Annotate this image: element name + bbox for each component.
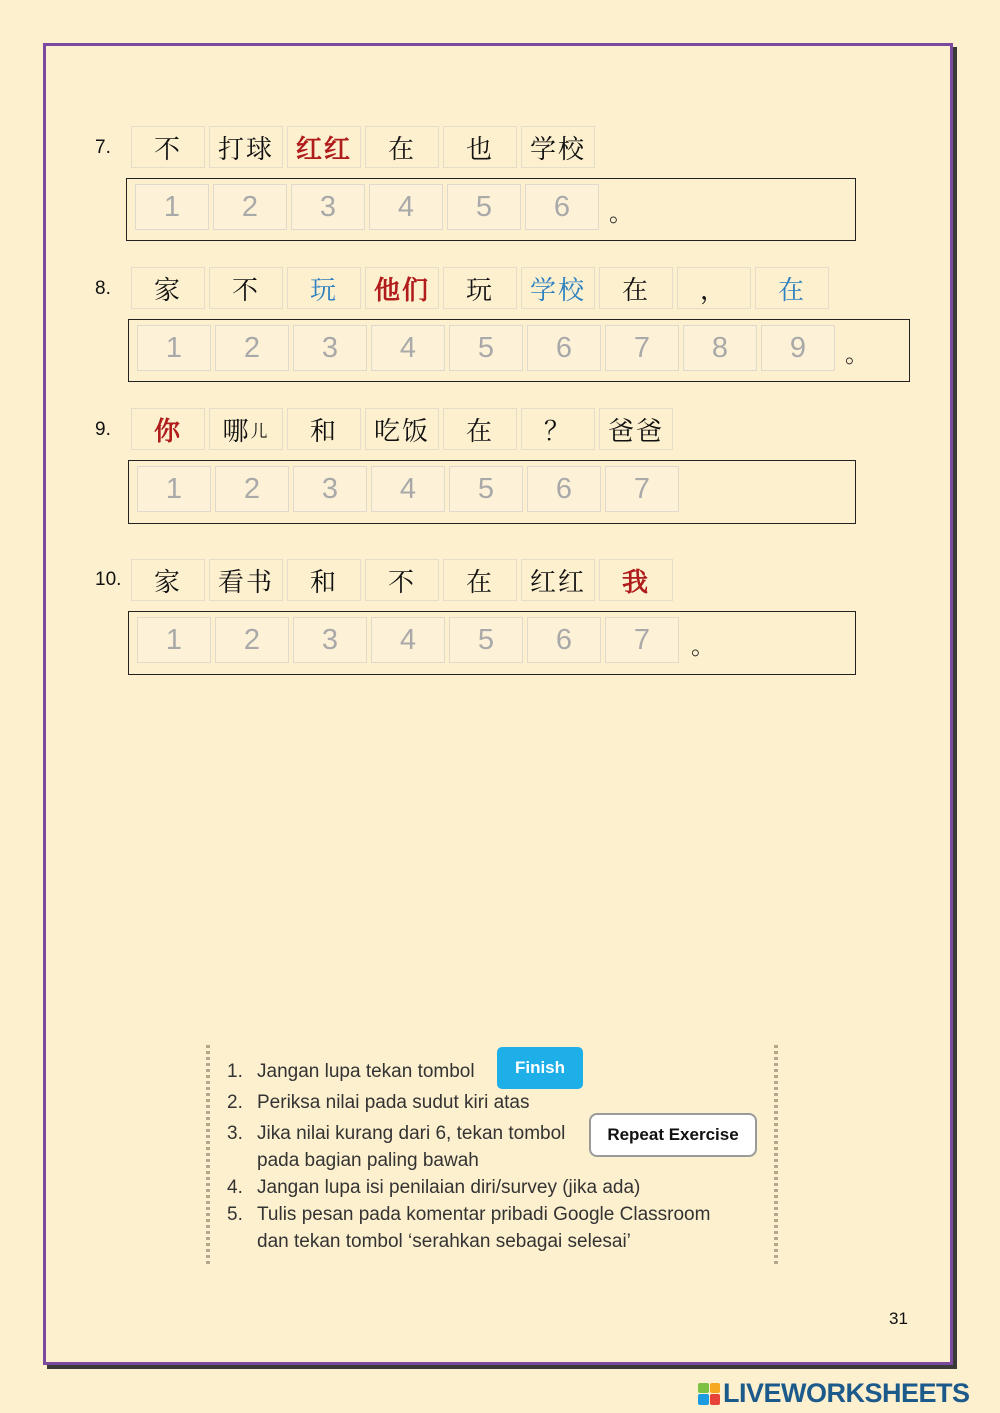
instruction-item [227,1231,631,1253]
word-tile[interactable]: 家 [131,559,205,601]
drop-slot[interactable]: 6 [527,325,601,371]
instruction-item [227,1061,475,1083]
word-tile[interactable] [209,408,283,450]
drop-slot[interactable]: 2 [215,325,289,371]
sentence-end-mark: 。 [691,632,715,660]
instruction-item [227,1177,640,1199]
question-number: 8. [95,278,111,299]
drop-slot[interactable]: 4 [371,617,445,663]
word-tile[interactable]: 家 [131,267,205,309]
word-tile[interactable]: 你 [131,408,205,450]
word-tile[interactable]: 在 [443,408,517,450]
instruction-number: 2. [227,1092,243,1113]
word-tile[interactable]: 玩 [287,267,361,309]
word-tile[interactable]: 学校 [521,267,595,309]
word-tile[interactable]: 玩 [443,267,517,309]
drop-slot[interactable]: 6 [527,617,601,663]
instruction-item [227,1123,565,1145]
finish-button[interactable]: Finish [497,1047,583,1089]
drop-slot[interactable]: 2 [215,617,289,663]
word-tile[interactable]: 在 [443,559,517,601]
drop-slot[interactable]: 5 [447,184,521,230]
word-tile[interactable]: 他们 [365,267,439,309]
page-number: 31 [889,1309,908,1328]
word-tile[interactable]: 吃饭 [365,408,439,450]
question-number: 10. [95,569,122,590]
word-tile[interactable]: 红红 [521,559,595,601]
drop-slot[interactable]: 5 [449,466,523,512]
word-tile[interactable]: 看书 [209,559,283,601]
drop-slot[interactable]: 7 [605,466,679,512]
answer-box-q7 [126,178,856,241]
instruction-number: 5. [227,1204,243,1225]
word-tile[interactable]: ， [677,267,751,309]
drop-slot[interactable]: 5 [449,617,523,663]
drop-slot[interactable]: 6 [527,466,601,512]
drop-slot[interactable]: 4 [369,184,443,230]
instruction-number: 1. [227,1061,243,1082]
word-tile[interactable]: 不 [365,559,439,601]
word-bank-q7 [131,126,599,168]
instruction-item [227,1092,529,1114]
instruction-text: Jangan lupa tekan tombol [257,1061,475,1082]
instruction-text: Periksa nilai pada sudut kiri atas [257,1092,530,1113]
drop-slot[interactable]: 1 [137,617,211,663]
word-tile[interactable]: 爸爸 [599,408,673,450]
drop-slot[interactable]: 7 [605,617,679,663]
liveworksheets-brand [698,1378,970,1409]
instruction-number: 4. [227,1177,243,1198]
word-tile[interactable]: 也 [443,126,517,168]
word-tile[interactable]: ？ [521,408,595,450]
drop-slot[interactable]: 6 [525,184,599,230]
word-tile[interactable]: 学校 [521,126,595,168]
instruction-text: dan tekan tombol ‘serahkan sebagai selesai’ [257,1231,631,1252]
drop-slot[interactable]: 3 [293,617,367,663]
word-tile[interactable]: 不 [131,126,205,168]
instruction-text: Jika nilai kurang dari 6, tekan tombol [257,1123,566,1144]
word-bank-q10 [131,559,677,601]
drop-slot[interactable]: 1 [137,466,211,512]
word-tile[interactable]: 和 [287,559,361,601]
word-tile-main: 哪 [222,416,251,447]
decorative-border-right [774,1045,778,1267]
drop-slot[interactable]: 5 [449,325,523,371]
drop-slot[interactable]: 7 [605,325,679,371]
liveworksheets-logo-icon [698,1383,720,1405]
word-tile[interactable]: 不 [209,267,283,309]
word-tile[interactable]: 在 [365,126,439,168]
word-tile[interactable]: 在 [755,267,829,309]
drop-slot[interactable]: 3 [293,325,367,371]
instruction-item [227,1204,710,1226]
word-tile[interactable]: 我 [599,559,673,601]
instruction-text: pada bagian paling bawah [257,1150,479,1171]
sentence-end-mark: 。 [609,199,633,227]
drop-slot[interactable]: 4 [371,466,445,512]
question-number: 7. [95,137,111,158]
instruction-text: Tulis pesan pada komentar pribadi Google Classroom [257,1204,711,1225]
word-tile[interactable]: 在 [599,267,673,309]
word-tile[interactable]: 打球 [209,126,283,168]
word-tile[interactable]: 和 [287,408,361,450]
drop-slot[interactable]: 9 [761,325,835,371]
drop-slot[interactable]: 2 [215,466,289,512]
drop-slot[interactable]: 1 [137,325,211,371]
drop-slot[interactable]: 4 [371,325,445,371]
drop-slot[interactable]: 2 [213,184,287,230]
word-bank-q8 [131,267,833,309]
drop-slot[interactable]: 3 [293,466,367,512]
word-tile-er: 儿 [250,421,270,442]
instruction-text: Jangan lupa isi penilaian diri/survey (jika ada) [257,1177,641,1198]
drop-slot[interactable]: 8 [683,325,757,371]
repeat-exercise-button[interactable]: Repeat Exercise [589,1113,757,1157]
question-number: 9. [95,419,111,440]
sentence-end-mark: 。 [845,340,869,368]
word-tile[interactable]: 红红 [287,126,361,168]
decorative-border-left [206,1045,210,1267]
instruction-number: 3. [227,1123,243,1144]
answer-box-q10 [128,611,856,675]
answer-box-q9 [128,460,856,524]
brand-name: LIVEWORKSHEETS [723,1378,970,1408]
instruction-item [227,1150,479,1172]
answer-box-q8 [128,319,910,382]
drop-slot[interactable]: 3 [291,184,365,230]
word-bank-q9 [131,408,677,450]
drop-slot[interactable]: 1 [135,184,209,230]
